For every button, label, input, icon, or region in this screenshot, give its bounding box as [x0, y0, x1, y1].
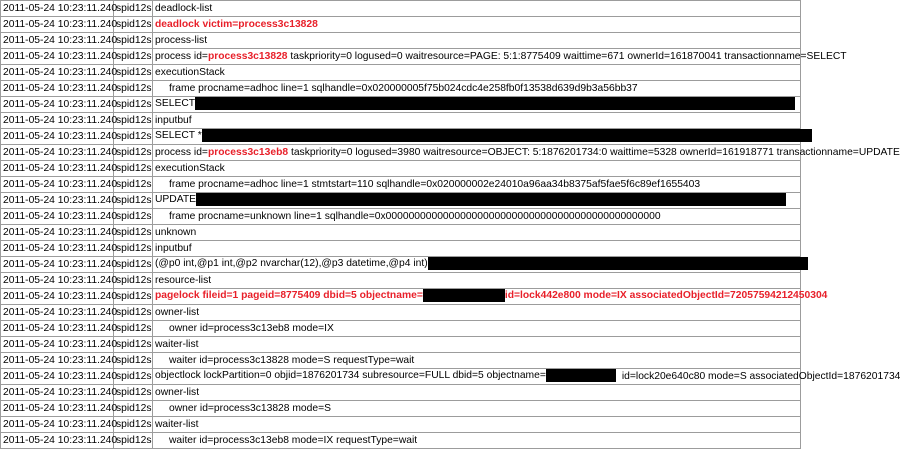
table-row[interactable] — [1, 97, 801, 113]
redaction-bar — [202, 129, 812, 142]
timestamp-cell: 2011-05-24 10:23:11.240 — [1, 49, 114, 65]
spid-cell: spid12s — [114, 401, 153, 417]
timestamp-cell: 2011-05-24 10:23:11.240 — [1, 353, 114, 369]
redaction-bar — [423, 289, 505, 302]
table-row[interactable] — [1, 385, 801, 401]
spid-cell: spid12s — [114, 369, 153, 385]
table-row[interactable] — [1, 225, 801, 241]
timestamp-cell: 2011-05-24 10:23:11.240 — [1, 289, 114, 305]
message-cell — [153, 17, 801, 33]
redaction-bar — [546, 369, 616, 382]
process-prefix: process id= — [155, 50, 208, 62]
message-cell: inputbuf — [153, 241, 801, 257]
message-cell: owner id=process3c13828 mode=S — [153, 401, 801, 417]
table-row[interactable] — [1, 193, 801, 209]
timestamp-cell: 2011-05-24 10:23:11.240 — [1, 321, 114, 337]
sql-keyword: SELECT — [155, 98, 196, 110]
timestamp-cell: 2011-05-24 10:23:11.240 — [1, 97, 114, 113]
redaction-bar — [428, 257, 808, 270]
spid-cell: spid12s — [114, 321, 153, 337]
table-row[interactable] — [1, 353, 801, 369]
table-row[interactable] — [1, 273, 801, 289]
process-id-highlight: process3c13828 — [207, 50, 288, 62]
table-row[interactable] — [1, 81, 801, 97]
spid-cell: spid12s — [114, 113, 153, 129]
message-cell: process-list — [153, 33, 801, 49]
sql-params: (@p0 int,@p1 int,@p2 nvarchar(12),@p3 datetime,@p4 int) — [155, 258, 428, 270]
table-row[interactable] — [1, 401, 801, 417]
message-cell: owner-list — [153, 385, 801, 401]
timestamp-cell: 2011-05-24 10:23:11.240 — [1, 417, 114, 433]
message-cell: owner id=process3c13eb8 mode=IX — [153, 321, 801, 337]
timestamp-cell: 2011-05-24 10:23:11.240 — [1, 225, 114, 241]
table-row[interactable] — [1, 17, 801, 33]
spid-cell: spid12s — [114, 177, 153, 193]
message-cell: owner-list — [153, 305, 801, 321]
timestamp-cell: 2011-05-24 10:23:11.240 — [1, 273, 114, 289]
spid-cell: spid12s — [114, 337, 153, 353]
pagelock-detail: id=lock442e800 mode=IX associatedObjectId=72057594212450304 — [504, 290, 828, 302]
timestamp-cell: 2011-05-24 10:23:11.240 — [1, 193, 114, 209]
table-row[interactable] — [1, 33, 801, 49]
process-detail: taskpriority=0 logused=0 waitresource=PAGE: 5:1:8775409 waittime=671 ownerId=161870041 transactionname=SELECT — [287, 50, 847, 62]
table-row[interactable] — [1, 369, 801, 385]
message-cell: waiter-list — [153, 417, 801, 433]
spid-cell: spid12s — [114, 193, 153, 209]
message-cell: frame procname=adhoc line=1 sqlhandle=0x020000005f75b024cdc4e258fb0f13538d639d9b3a56bb37 — [153, 81, 801, 97]
spid-cell: spid12s — [114, 257, 153, 273]
timestamp-cell: 2011-05-24 10:23:11.240 — [1, 385, 114, 401]
process-detail: taskpriority=0 logused=3980 waitresource=OBJECT: 5:1876201734:0 waittime=5328 ownerId=161918771 transactionname=UPDATE — [288, 146, 900, 158]
timestamp-cell: 2011-05-24 10:23:11.240 — [1, 369, 114, 385]
spid-cell: spid12s — [114, 17, 153, 33]
message-cell: waiter-list — [153, 337, 801, 353]
timestamp-cell: 2011-05-24 10:23:11.240 — [1, 113, 114, 129]
message-cell — [153, 289, 828, 305]
objectlock-prefix: objectlock lockPartition=0 objid=1876201734 subresource=FULL dbid=5 objectname= — [155, 370, 546, 382]
table-row[interactable] — [1, 417, 801, 433]
table-row[interactable] — [1, 49, 801, 65]
message-cell — [153, 257, 801, 273]
spid-cell: spid12s — [114, 305, 153, 321]
spid-cell: spid12s — [114, 289, 153, 305]
message-cell: executionStack — [153, 161, 801, 177]
spid-cell: spid12s — [114, 273, 153, 289]
table-row[interactable] — [1, 289, 801, 305]
message-cell: deadlock-list — [153, 1, 801, 17]
table-row[interactable] — [1, 433, 801, 449]
message-cell: unknown — [153, 225, 801, 241]
message-cell — [153, 97, 801, 113]
spid-cell: spid12s — [114, 145, 153, 161]
spid-cell: spid12s — [114, 1, 153, 17]
spid-cell: spid12s — [114, 65, 153, 81]
message-cell: frame procname=unknown line=1 sqlhandle=0x000000000000000000000000000000000000000000000000 — [153, 209, 801, 225]
table-row[interactable] — [1, 129, 801, 145]
message-cell — [153, 129, 801, 145]
sql-keyword: SELECT * — [155, 130, 202, 142]
timestamp-cell: 2011-05-24 10:23:11.240 — [1, 401, 114, 417]
sql-keyword: UPDATE — [155, 194, 197, 206]
spid-cell: spid12s — [114, 161, 153, 177]
timestamp-cell: 2011-05-24 10:23:11.240 — [1, 145, 114, 161]
timestamp-cell: 2011-05-24 10:23:11.240 — [1, 81, 114, 97]
spid-cell: spid12s — [114, 129, 153, 145]
timestamp-cell: 2011-05-24 10:23:11.240 — [1, 241, 114, 257]
spid-cell: spid12s — [114, 33, 153, 49]
message-cell: frame procname=adhoc line=1 stmtstart=110 sqlhandle=0x020000002e24010a96aa34b8375af5fae5f6c89ef1655403 — [153, 177, 801, 193]
timestamp-cell: 2011-05-24 10:23:11.240 — [1, 177, 114, 193]
spid-cell: spid12s — [114, 81, 153, 97]
message-cell: resource-list — [153, 273, 801, 289]
process-prefix: process id= — [155, 146, 208, 158]
spid-cell: spid12s — [114, 353, 153, 369]
timestamp-cell: 2011-05-24 10:23:11.240 — [1, 65, 114, 81]
table-row[interactable] — [1, 161, 801, 177]
table-row[interactable] — [1, 305, 801, 321]
spid-cell: spid12s — [114, 97, 153, 113]
message-cell: waiter id=process3c13eb8 mode=IX requestType=wait — [153, 433, 801, 449]
table-row[interactable] — [1, 113, 801, 129]
message-cell — [153, 145, 900, 161]
pagelock-prefix: pagelock fileid=1 pageid=8775409 dbid=5 objectname= — [155, 290, 423, 302]
table-row[interactable] — [1, 209, 801, 225]
table-row[interactable] — [1, 145, 801, 161]
message-cell: inputbuf — [153, 113, 801, 129]
timestamp-cell: 2011-05-24 10:23:11.240 — [1, 17, 114, 33]
objectlock-detail: id=lock20e640c80 mode=S associatedObjectId=1876201734 — [621, 370, 900, 382]
timestamp-cell: 2011-05-24 10:23:11.240 — [1, 161, 114, 177]
spid-cell: spid12s — [114, 385, 153, 401]
process-id-highlight: process3c13eb8 — [207, 146, 289, 158]
timestamp-cell: 2011-05-24 10:23:11.240 — [1, 257, 114, 273]
redaction-bar — [196, 193, 786, 206]
spid-cell: spid12s — [114, 209, 153, 225]
redaction-bar — [195, 97, 795, 110]
table-row[interactable] — [1, 241, 801, 257]
spid-cell: spid12s — [114, 433, 153, 449]
timestamp-cell: 2011-05-24 10:23:11.240 — [1, 1, 114, 17]
spid-cell: spid12s — [114, 417, 153, 433]
message-cell — [153, 193, 801, 209]
table-row[interactable] — [1, 337, 801, 353]
spid-cell: spid12s — [114, 49, 153, 65]
table-row[interactable] — [1, 321, 801, 337]
timestamp-cell: 2011-05-24 10:23:11.240 — [1, 209, 114, 225]
message-cell: waiter id=process3c13828 mode=S requestType=wait — [153, 353, 801, 369]
table-row[interactable] — [1, 65, 801, 81]
timestamp-cell: 2011-05-24 10:23:11.240 — [1, 337, 114, 353]
timestamp-cell: 2011-05-24 10:23:11.240 — [1, 433, 114, 449]
table-row[interactable] — [1, 1, 801, 17]
timestamp-cell: 2011-05-24 10:23:11.240 — [1, 129, 114, 145]
message-cell — [153, 49, 847, 65]
message-cell: executionStack — [153, 65, 801, 81]
table-row[interactable] — [1, 177, 801, 193]
deadlock-victim-text: deadlock victim=process3c13828 — [155, 18, 318, 30]
timestamp-cell: 2011-05-24 10:23:11.240 — [1, 305, 114, 321]
spid-cell: spid12s — [114, 241, 153, 257]
spid-cell: spid12s — [114, 225, 153, 241]
table-row[interactable] — [1, 257, 801, 273]
message-cell — [153, 369, 900, 385]
timestamp-cell: 2011-05-24 10:23:11.240 — [1, 33, 114, 49]
